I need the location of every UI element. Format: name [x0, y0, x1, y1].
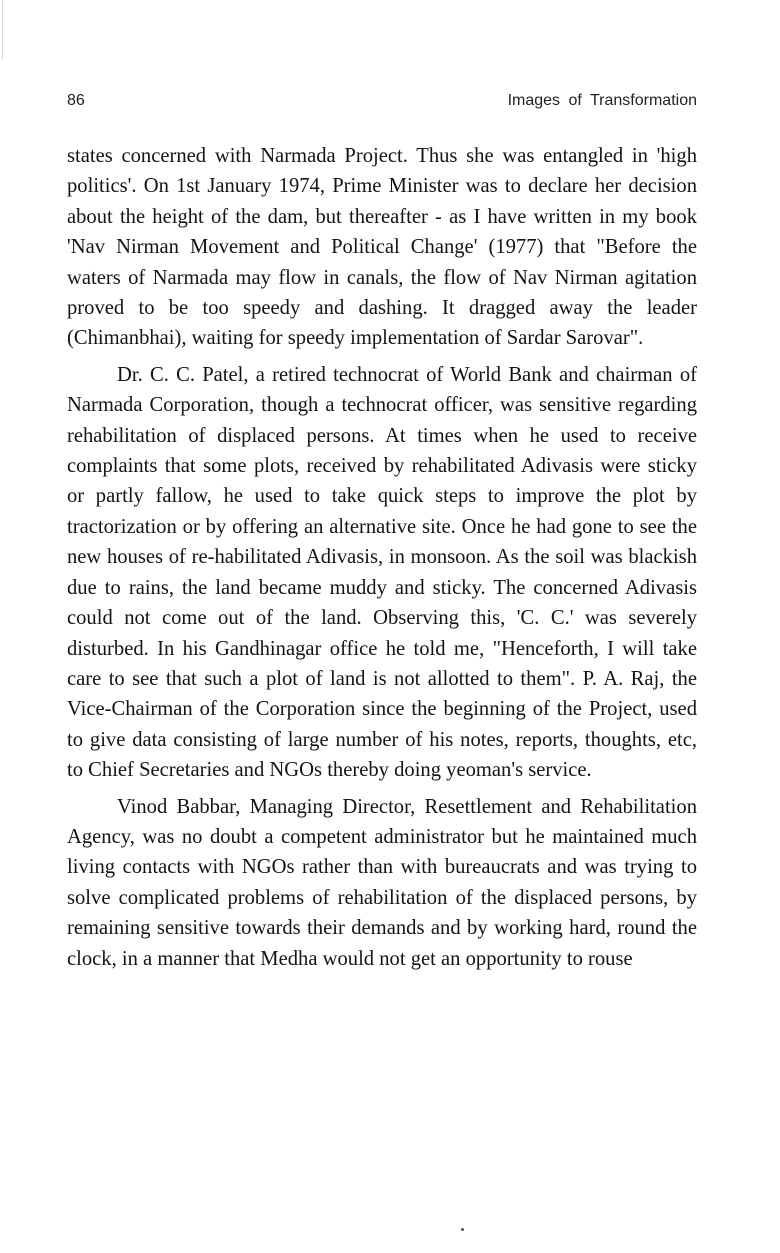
paragraph-continuation: states concerned with Narmada Project. Thus she was entangled in 'high politics'. On 1st January 1974, Prime Minister was to declare her decision about the height of the dam, but thereafter - as I have written in my book 'Nav Nirman Movement and Political Change' (1977) that "Before the waters of Narmada may flow in canals, the flow of Nav Nirman agitation proved to be too speedy and dashing. It dragged away the leader (Chimanbhai), waiting for speedy implementation of Sardar Sarovar".	[67, 145, 697, 350]
page-number: 86	[67, 92, 85, 109]
running-header	[67, 92, 697, 116]
running-title: Images of Transformation	[507, 92, 697, 109]
page-edge-line	[2, 0, 3, 60]
body-text	[67, 141, 697, 974]
footer-dot-mark	[461, 1228, 464, 1231]
paragraph-cc-patel: Dr. C. C. Patel, a retired technocrat of World Bank and chairman of Narmada Corporation, though a technocrat officer, was sensitive regarding rehabilitation of displaced persons. At times when he used to receive complaints that some plots, received by rehabilitated Adivasis were sticky or partly fallow, he used to take quick steps to improve the plot by tractorization or by offering an alternative site. Once he had gone to see the new houses of re-habilitated Adivasis, in monsoon. As the soil was blackish due to rains, the land became muddy and sticky. The concerned Adivasis could not come out of the land. Observing this, 'C. C.' was severely disturbed. In his Gandhinagar office he told me, "Henceforth, I will take care to see that such a plot of land is not allotted to them". P. A. Raj, the Vice-Chairman of the Corporation since the beginning of the Project, used to give data consisting of large number of his notes, reports, thoughts, etc, to Chief Secretaries and NGOs thereby doing yeoman's service.	[67, 363, 697, 782]
paragraph-vinod-babbar: Vinod Babbar, Managing Director, Resettlement and Rehabilitation Agency, was no doubt a competent administrator but he maintained much living contacts with NGOs rather than with bureaucrats and was trying to solve complicated problems of rehabilitation of the displaced persons, by remaining sensitive towards their demands and by working hard, round the clock, in a manner that Medha would not get an opportunity to rouse	[67, 795, 697, 970]
